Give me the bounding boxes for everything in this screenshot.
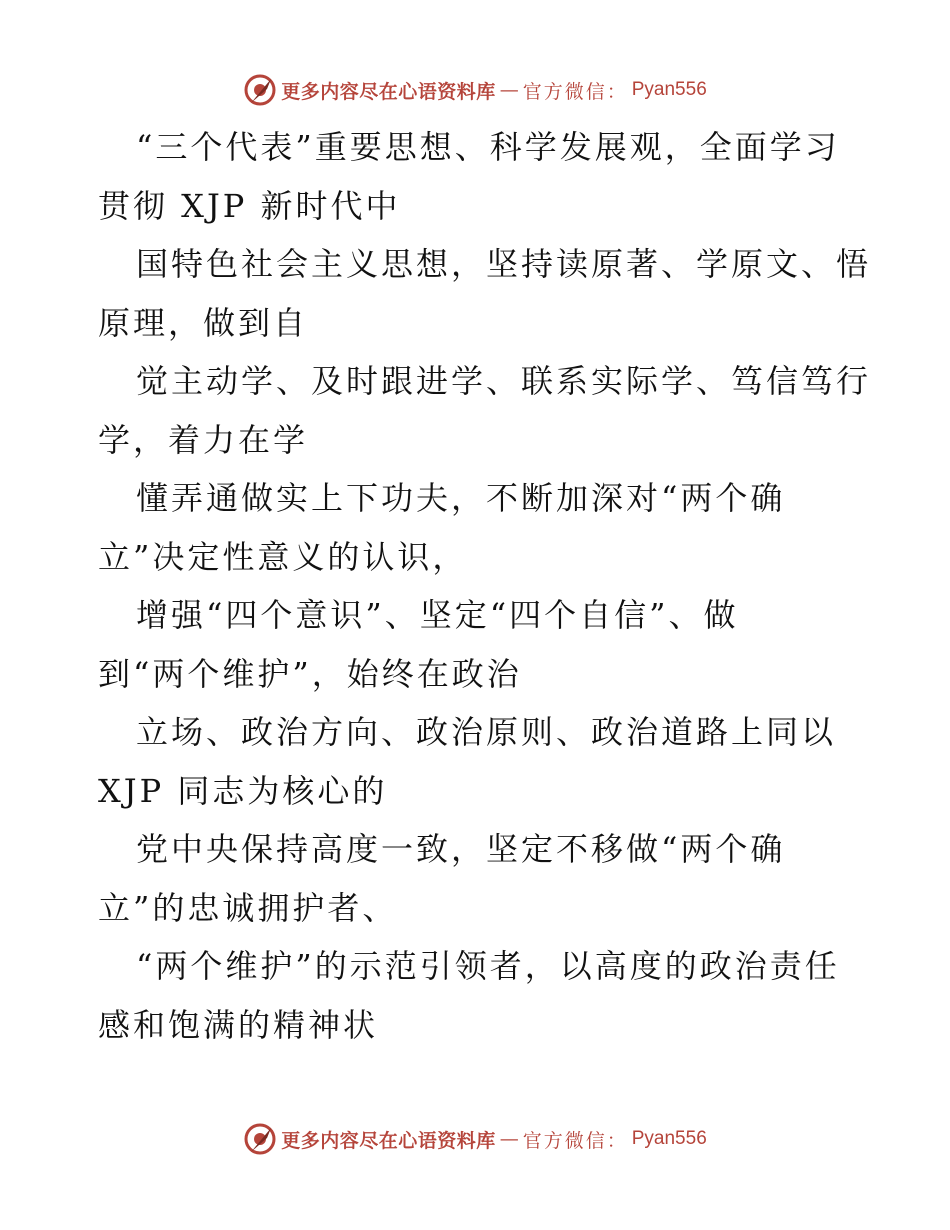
brand-banner [243, 1122, 707, 1156]
text-line-3: 国特色社会主义思想，坚持读原著、学原文、悟 [136, 245, 872, 283]
text-line-4: 原理，做到自 [98, 303, 309, 342]
text-line-2: 贯彻 XJP 新时代中 [98, 186, 401, 225]
brand-banner [243, 73, 707, 107]
page-header-watermark [0, 70, 950, 110]
text-line-12: XJP 同志为核心的 [98, 771, 388, 810]
text-line-5: 觉主动学、及时跟进学、联系实际学、笃信笃行 [136, 362, 872, 400]
quill-logo-icon [243, 1122, 277, 1156]
contact-label: 官方微信： [522, 80, 628, 103]
contact-label: 官方微信： [522, 1129, 628, 1152]
text-line-10: 到“两个维护”，始终在政治 [98, 654, 522, 693]
text-line-7: 懂弄通做实上下功夫，不断加深对“两个确 [136, 479, 786, 517]
contact-id: Pyan556 [631, 1128, 707, 1149]
text-line-11: 立场、政治方向、政治原则、政治道路上同以 [136, 713, 837, 751]
text-line-14: 立”的忠诚拥护者、 [98, 888, 398, 927]
contact-id: Pyan556 [631, 79, 707, 100]
text-line-13: 党中央保持高度一致，坚定不移做“两个确 [136, 830, 786, 868]
brand-name: 更多内容尽在心语资料库 [281, 1129, 496, 1152]
document-body [98, 118, 898, 1054]
quill-logo-icon [243, 73, 277, 107]
page-footer-watermark [0, 1119, 950, 1159]
text-line-1: “三个代表”重要思想、科学发展观，全面学习 [136, 128, 840, 166]
text-line-16: 感和饱满的精神状 [98, 1005, 379, 1044]
text-line-9: 增强“四个意识”、坚定“四个自信”、做 [136, 596, 739, 634]
text-line-15: “两个维护”的示范引领者，以高度的政治责任 [136, 947, 840, 985]
brand-dash: — [499, 1128, 519, 1150]
text-line-8: 立”决定性意义的认识， [98, 537, 468, 576]
brand-dash: — [499, 79, 519, 101]
brand-name: 更多内容尽在心语资料库 [281, 80, 496, 103]
text-line-6: 学，着力在学 [98, 420, 309, 459]
